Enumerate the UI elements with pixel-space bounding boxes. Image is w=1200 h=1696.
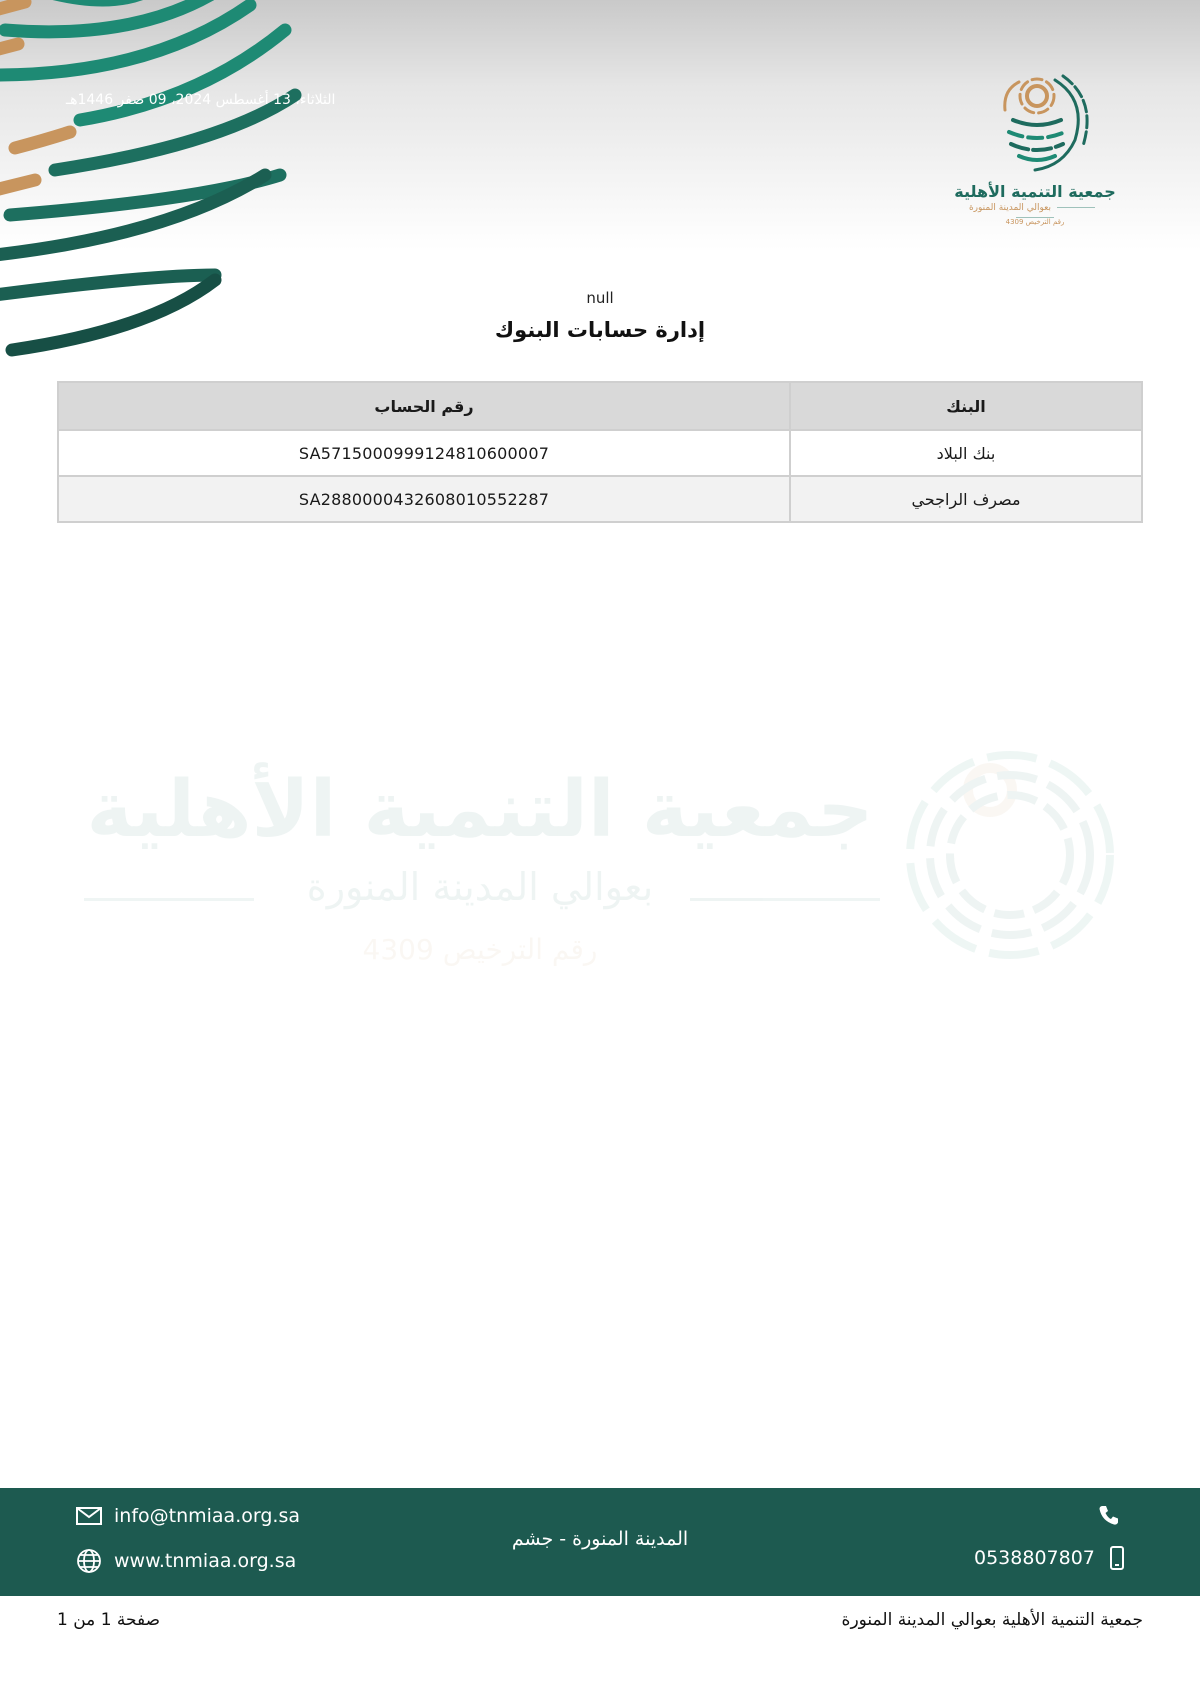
table-header-row (58, 382, 1142, 430)
footer-bar (0, 1488, 1200, 1596)
arc-gold-1 (0, 2, 25, 10)
account-number-cell: SA5715000999124810600007 (58, 430, 790, 476)
column-header-bank: البنك (790, 382, 1142, 430)
envelope-icon (76, 1507, 102, 1525)
bank-name-cell: مصرف الراجحي (790, 476, 1142, 522)
bank-accounts-table (57, 381, 1143, 523)
globe-icon (76, 1548, 102, 1574)
mobile-phone-icon (1109, 1546, 1125, 1570)
watermark-name: جمعية التنمية الأهلية (86, 765, 874, 855)
footer-mobile[interactable] (974, 1546, 1125, 1570)
arc-gold-4 (0, 180, 35, 190)
footer-organization-name: جمعية التنمية الأهلية بعوالي المدينة المنورة (841, 1610, 1143, 1630)
footer-website[interactable] (76, 1548, 296, 1574)
bank-name-cell: بنك البلاد (790, 430, 1142, 476)
organization-logo (945, 70, 1125, 230)
website-text: www.tnmiaa.org.sa (114, 1550, 297, 1572)
table-row (58, 430, 1142, 476)
footer-city: المدينة المنورة - جشم (511, 1528, 689, 1550)
watermark (70, 735, 1130, 975)
logo-name: جمعية التنمية الأهلية (954, 182, 1116, 201)
watermark-subtitle: بعوالي المدينة المنورة (306, 865, 654, 909)
phone-icon (1098, 1504, 1120, 1526)
email-text: info@tnmiaa.org.sa (114, 1505, 300, 1527)
column-header-account: رقم الحساب (58, 382, 790, 430)
logo-rings-icon (945, 70, 1125, 180)
date-line: الثلاثاء، 13 أغسطس 2024، 09 صفر 1446هـ (66, 92, 336, 108)
logo-license: رقم الترخيص 4309 (1005, 218, 1065, 226)
page-number: صفحة 1 من 1 (57, 1610, 161, 1630)
arc-3 (0, 5, 250, 75)
page-title: إدارة حسابات البنوك (494, 318, 706, 342)
document-subtitle: null (586, 289, 614, 307)
decorative-arcs (0, 0, 330, 370)
logo-subtitle: بعوالي المدينة المنورة (945, 203, 1125, 223)
watermark-rings-icon (890, 735, 1130, 975)
arc-gold-2 (0, 44, 18, 50)
mobile-number-text: 0538807807 (974, 1547, 1095, 1569)
table-row (58, 476, 1142, 522)
account-number-cell: SA2880000432608010552287 (58, 476, 790, 522)
arc-gold-3 (15, 132, 70, 148)
watermark-license: رقم الترخيص 4309 (362, 933, 598, 966)
footer-email[interactable] (76, 1505, 300, 1527)
